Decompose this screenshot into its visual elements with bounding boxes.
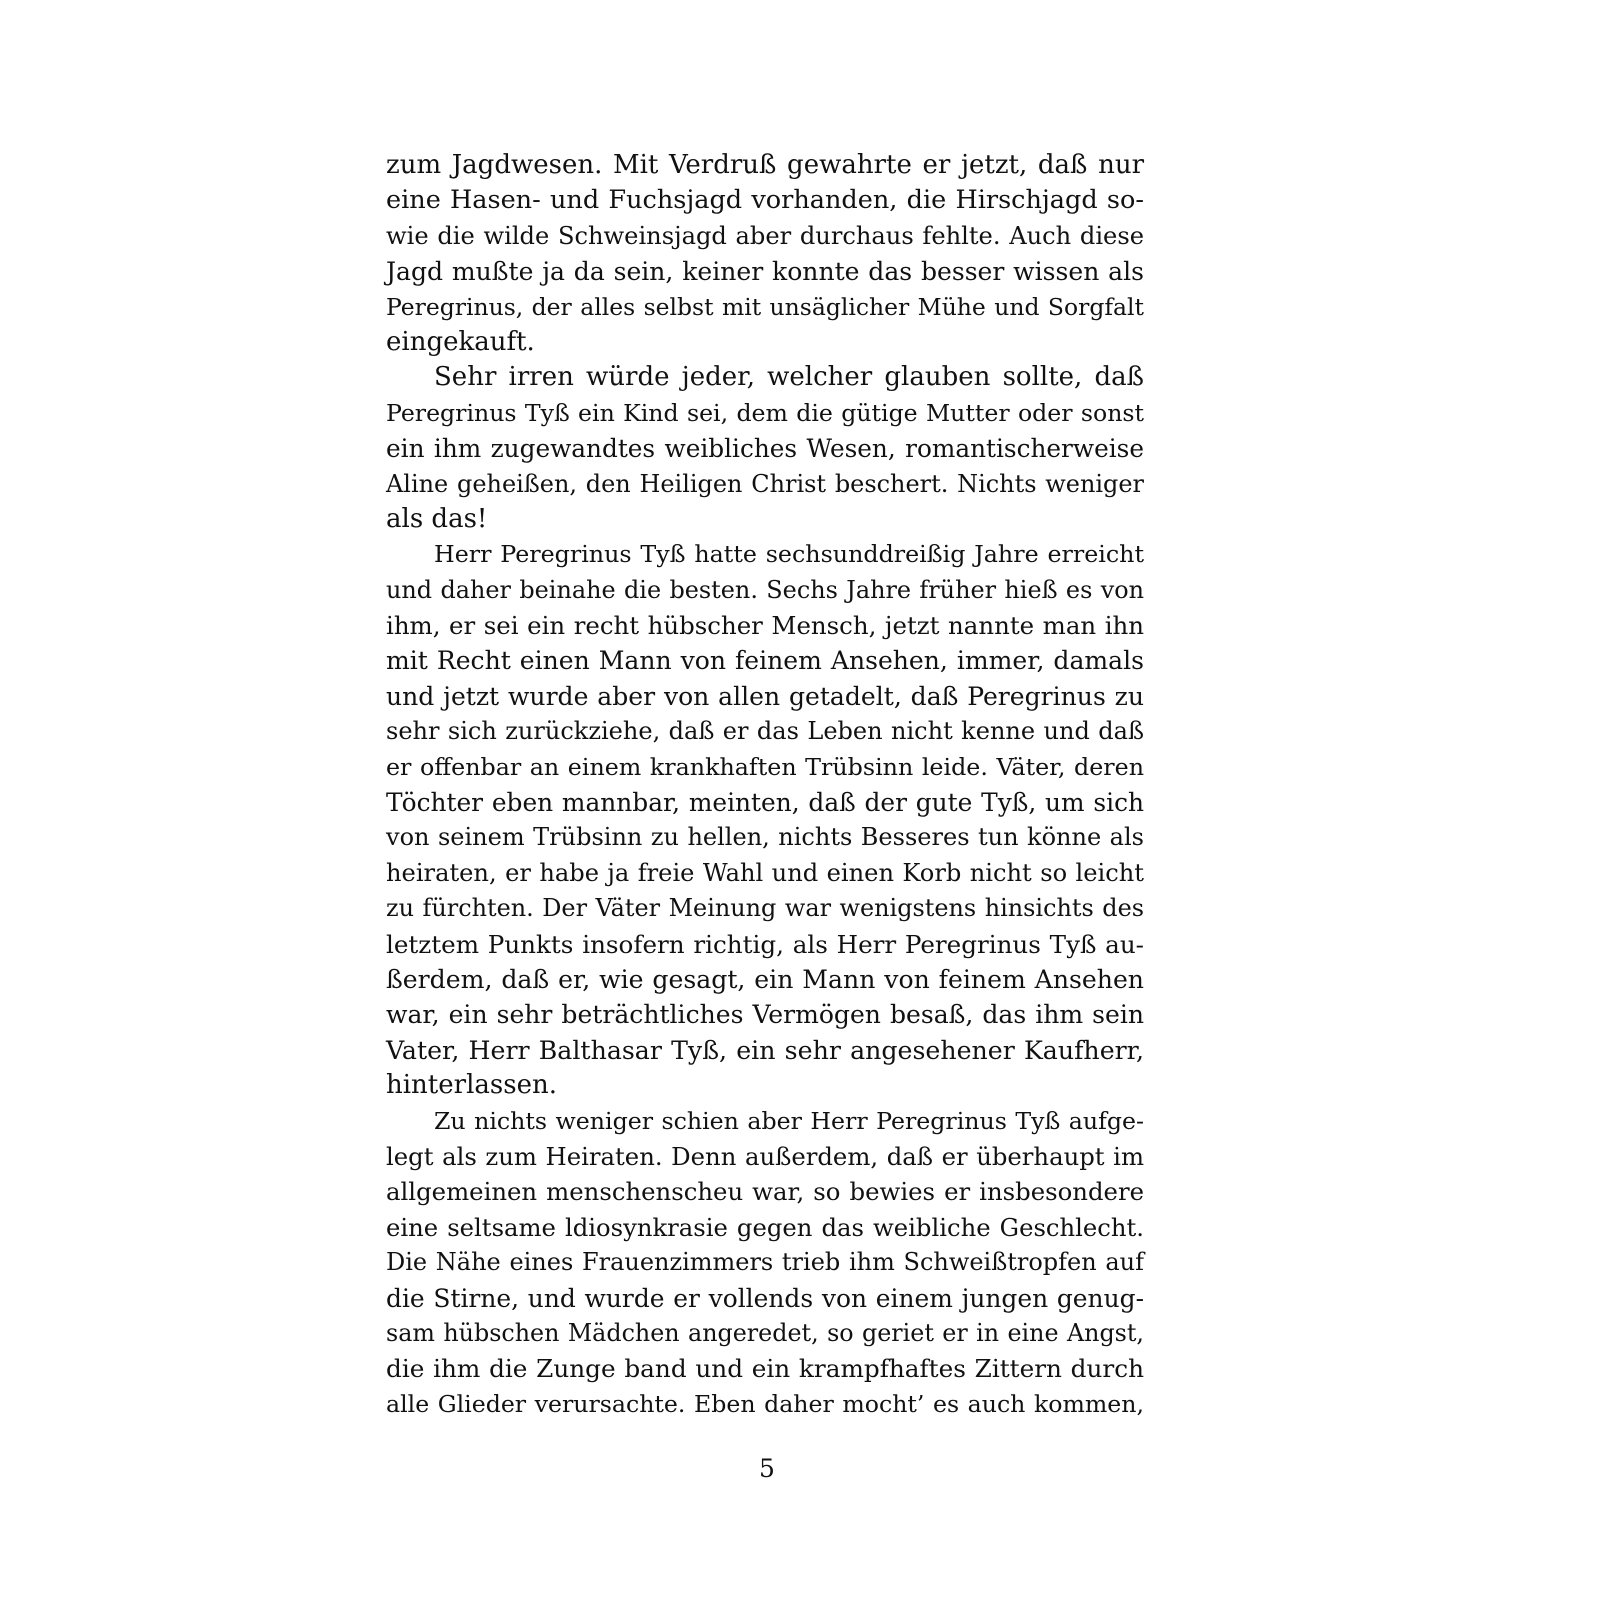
text-line: von seinem Trübsinn zu hellen, nichts Besseres tun könne als bbox=[386, 823, 1144, 852]
text-line: legt als zum Heiraten. Denn außerdem, daß er überhaupt im bbox=[386, 1141, 1144, 1171]
text-line: zu fürchten. Der Väter Meinung war wenigstens hinsichts des bbox=[386, 894, 1144, 923]
text-line: Sehr irren würde jeder, welcher glauben sollte, daß bbox=[434, 362, 1144, 393]
body-text bbox=[386, 148, 1144, 1422]
text-line: er offenbar an einem krankhaften Trübsinn leide. Väter, deren bbox=[386, 752, 1144, 781]
text-line: die ihm die Zunge band und ein krampfhaftes Zittern durch bbox=[386, 1354, 1144, 1384]
text-line: Aline geheißen, den Heiligen Christ beschert. Nichts weniger bbox=[386, 469, 1144, 498]
text-line: mit Recht einen Mann von feinem Ansehen, immer, damals bbox=[386, 646, 1144, 676]
text-line: ein ihm zugewandtes weibliches Wesen, romantischerweise bbox=[386, 434, 1144, 464]
page-number: 5 bbox=[759, 1454, 775, 1483]
text-line: Vater, Herr Balthasar Tyß, ein sehr angesehener Kaufherr, bbox=[386, 1035, 1144, 1065]
text-line: und daher beinahe die besten. Sechs Jahre früher hieß es von bbox=[386, 575, 1144, 604]
text-line: Zu nichts weniger schien aber Herr Peregrinus Tyß aufge- bbox=[434, 1106, 1144, 1135]
text-line: eine Hasen- und Fuchsjagd vorhanden, die Hirschjagd so- bbox=[386, 185, 1144, 216]
text-line: hinterlassen. bbox=[386, 1070, 557, 1101]
text-line: heiraten, er habe ja freie Wahl und einen Korb nicht so leicht bbox=[386, 858, 1144, 887]
text-line: Peregrinus Tyß ein Kind sei, dem die gütige Mutter oder sonst bbox=[386, 398, 1144, 427]
text-line: allgemeinen menschenscheu war, so bewies er insbesondere bbox=[386, 1177, 1144, 1207]
text-line: ihm, er sei ein recht hübscher Mensch, jetzt nannte man ihn bbox=[386, 611, 1144, 641]
text-line: Die Nähe eines Frauenzimmers trieb ihm Schweißtropfen auf bbox=[386, 1248, 1144, 1277]
text-line: die Stirne, und wurde er vollends von einem jungen genug- bbox=[386, 1283, 1144, 1313]
text-line: ßerdem, daß er, wie gesagt, ein Mann von feinem Ansehen bbox=[386, 964, 1144, 994]
text-line: alle Glieder verursachte. Eben daher mocht’ es auch kommen, bbox=[386, 1389, 1144, 1418]
text-line: zum Jagdwesen. Mit Verdruß gewahrte er jetzt, daß nur bbox=[386, 150, 1144, 180]
text-line: Töchter eben mannbar, meinten, daß der gute Tyß, um sich bbox=[386, 788, 1144, 818]
text-line: sehr sich zurückziehe, daß er das Leben nicht kenne und daß bbox=[386, 717, 1144, 746]
text-line: und jetzt wurde aber von allen getadelt, daß Peregrinus zu bbox=[386, 681, 1144, 711]
text-line: Jagd mußte ja da sein, keiner konnte das besser wissen als bbox=[386, 257, 1144, 287]
text-line: letztem Punkts insofern richtig, als Herr Peregrinus Tyß au- bbox=[386, 929, 1144, 959]
text-line: wie die wilde Schweinsjagd aber durchaus fehlte. Auch diese bbox=[386, 221, 1144, 250]
text-line: war, ein sehr beträchtliches Vermögen besaß, das ihm sein bbox=[386, 1000, 1144, 1030]
text-line: Peregrinus, der alles selbst mit unsäglicher Mühe und Sorgfalt bbox=[386, 292, 1144, 321]
text-line: eingekauft. bbox=[386, 326, 535, 357]
text-line: Herr Peregrinus Tyß hatte sechsunddreißig Jahre erreicht bbox=[434, 540, 1144, 569]
text-line: sam hübschen Mädchen angeredet, so geriet er in eine Angst, bbox=[386, 1318, 1144, 1347]
text-line: als das! bbox=[386, 503, 488, 534]
text-line: eine seltsame ldiosynkrasie gegen das weibliche Geschlecht. bbox=[386, 1212, 1144, 1242]
